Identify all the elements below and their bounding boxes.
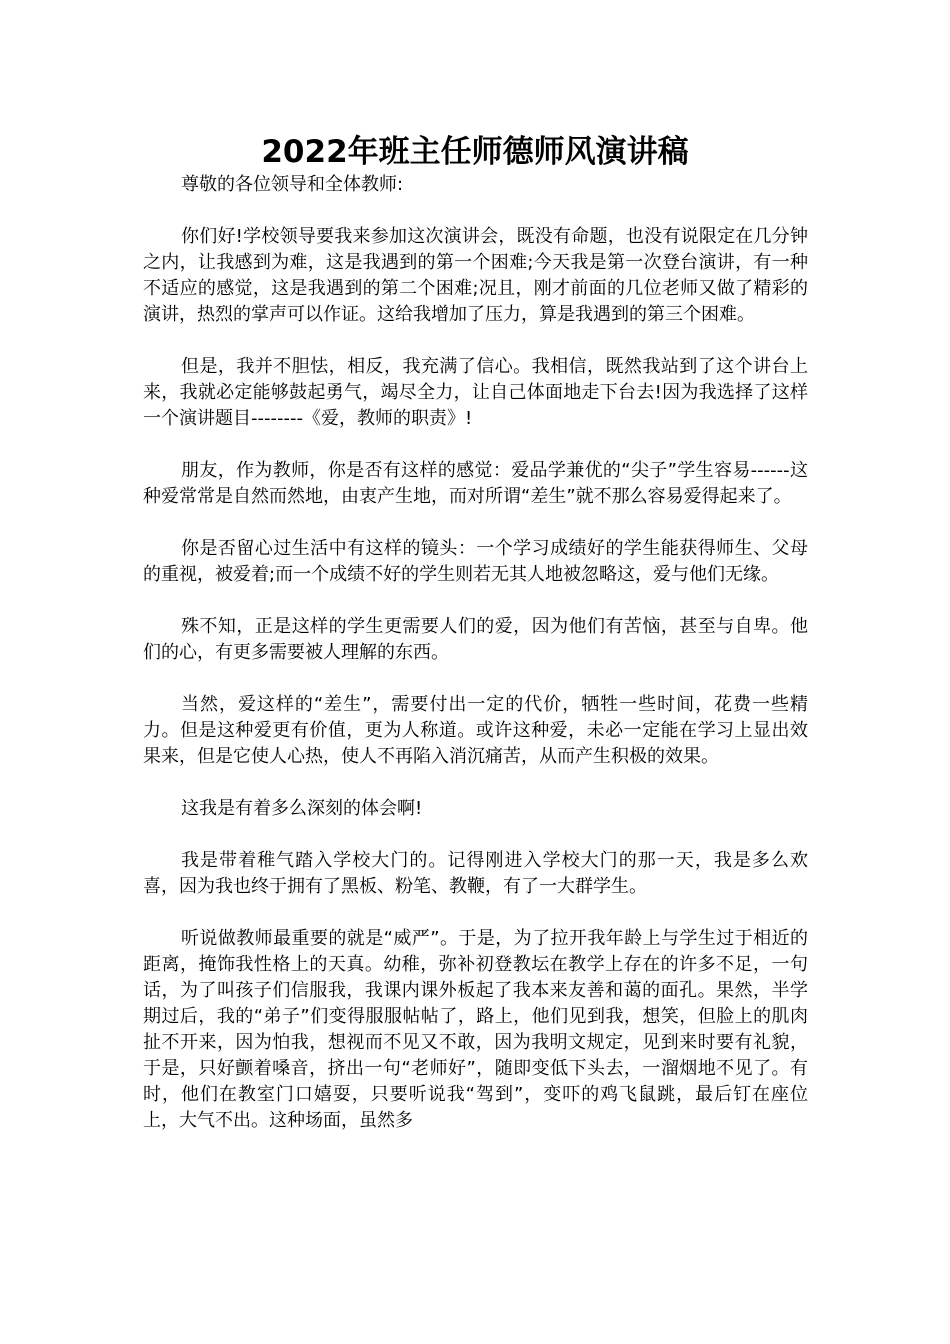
paragraph: 你们好!学校领导要我来参加这次演讲会，既没有命题，也没有说限定在几分钟之内，让我感到为难，这是我遇到的第一个困难;今天我是第一次登台演讲，有一种不适应的感觉，这是我遇到的第二个困难;况且，刚才前面的几位老师又做了精彩的演讲，热烈的掌声可以作证。这给我增加了压力，算是我遇到的第三个困难。	[143, 226, 808, 325]
salutation: 尊敬的各位领导和全体教师:	[181, 174, 404, 195]
paragraph: 朋友，作为教师，你是否有这样的感觉：爱品学兼优的“尖子”学生容易------这种爱常常是自然而然地，由衷产生地，而对所谓“差生”就不那么容易爱得起来了。	[143, 460, 808, 507]
paragraph: 这我是有着多么深刻的体会啊!	[181, 798, 423, 819]
document-title: 2022年班主任师德师风演讲稿	[261, 134, 689, 170]
paragraph: 当然，爱这样的“差生”，需要付出一定的代价，牺牲一些时间，花费一些精力。但是这种爱更有价值，更为人称道。或许这种爱，未必一定能在学习上显出效果来，但是它使人心热，使人不再陷入消沉痛苦，从而产生积极的效果。	[143, 694, 808, 767]
document-body	[143, 172, 808, 1134]
paragraph: 殊不知，正是这样的学生更需要人们的爱，因为他们有苦恼，甚至与自卑。他们的心，有更多需要被人理解的东西。	[143, 616, 808, 663]
paragraph: 听说做教师最重要的就是“威严”。于是，为了拉开我年龄上与学生过于相近的距离，掩饰我性格上的天真。幼稚，弥补初登教坛在教学上存在的许多不足，一句话，为了叫孩子们信服我，我课内课外板起了我本来友善和蔼的面孔。果然，半学期过后，我的“弟子”们变得服服帖帖了，路上，他们见到我，想笑，但脸上的肌肉扯不开来，因为怕我，想视而不见又不敢，因为我明文规定，见到来时要有礼貌，于是，只好颤着嗓音，挤出一句“老师好”，随即变低下头去，一溜烟地不见了。有时，他们在教室门口嬉耍，只要听说我“驾到”，变吓的鸡飞鼠跳，最后钉在座位上，大气不出。这种场面，虽然多	[143, 928, 808, 1131]
paragraph: 你是否留心过生活中有这样的镜头：一个学习成绩好的学生能获得师生、父母的重视，被爱着;而一个成绩不好的学生则若无其人地被忽略这，爱与他们无缘。	[143, 538, 808, 585]
paragraph: 我是带着稚气踏入学校大门的。记得刚进入学校大门的那一天，我是多么欢喜，因为我也终于拥有了黑板、粉笔、教鞭，有了一大群学生。	[143, 850, 808, 897]
paragraph: 但是，我并不胆怯，相反，我充满了信心。我相信，既然我站到了这个讲台上来，我就必定能够鼓起勇气，竭尽全力，让自己体面地走下台去!因为我选择了这样一个演讲题目--------《爱，教师的职责》!	[143, 356, 808, 429]
